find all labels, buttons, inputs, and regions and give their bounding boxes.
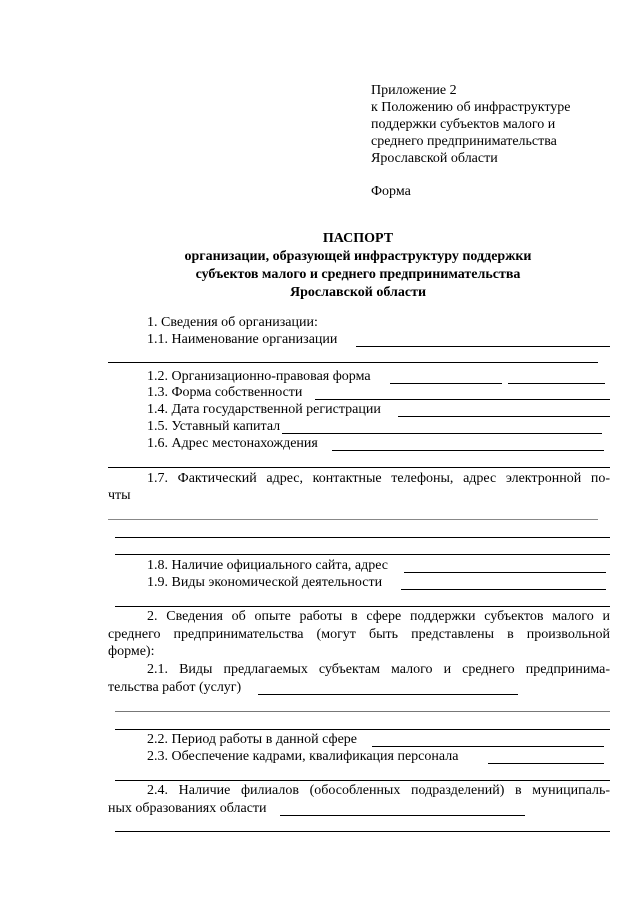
item-2-4-field[interactable] [280,815,525,816]
item-1-7-field-1[interactable] [108,519,598,520]
item-2-3-field-continued[interactable] [115,780,610,781]
item-2-2-label: 2.2. Период работы в данной сфере [147,732,358,747]
item-2-3-label: 2.3. Обеспечение кадрами, квалификация персонала [147,749,459,764]
item-2-4-label-line-1: 2.4. Наличие филиалов (обособленных подразделений) в муниципаль- [147,783,610,798]
section-2-heading-line-2: среднего предпринимательства (могут быть представлены в произвольной [108,627,610,642]
appendix-number: Приложение 2 [371,83,457,98]
item-1-9-label: 1.9. Виды экономической деятельности [147,575,383,590]
item-2-4-field-continued[interactable] [115,831,610,832]
section-2-heading-line-3: форме): [108,644,155,659]
item-1-2-label: 1.2. Организационно-правовая форма [147,369,371,384]
item-1-7-label-line-1: 1.7. Фактический адрес, контактные телефоны, адрес электронной по- [147,471,610,486]
item-1-1-label: 1.1. Наименование организации [147,332,338,347]
section-2-heading-line-1: 2. Сведения об опыте работы в сфере поддержки субъектов малого и [147,609,610,624]
form-label: Форма [371,184,411,199]
item-1-7-field-3[interactable] [115,554,610,555]
item-2-1-label-line-1: 2.1. Виды предлагаемых субъектам малого и среднего предпринима- [147,662,610,677]
item-1-5-field[interactable] [282,433,602,434]
item-1-1-field-continued[interactable] [108,362,598,363]
document-title: ПАСПОРТ [322,231,394,246]
item-1-2-field-a[interactable] [390,383,502,384]
item-1-6-field[interactable] [332,450,604,451]
appendix-ref-line-4: Ярославской области [371,151,498,166]
item-1-7-field-2[interactable] [115,537,610,538]
item-1-4-label: 1.4. Дата государственной регистрации [147,402,381,417]
item-1-3-label: 1.3. Форма собственности [147,385,303,400]
item-1-9-field-continued[interactable] [115,606,610,607]
item-1-3-field[interactable] [315,399,610,400]
item-1-9-field[interactable] [401,589,606,590]
item-1-6-label: 1.6. Адрес местонахождения [147,436,318,451]
item-2-2-field[interactable] [372,746,604,747]
item-1-6-field-continued[interactable] [108,467,610,468]
item-2-1-field[interactable] [258,694,518,695]
document-subtitle-line-2: субъектов малого и среднего предпринимательства [195,267,521,282]
item-1-7-label-line-2: чты [108,488,131,503]
item-1-1-field[interactable] [356,346,610,347]
appendix-ref-line-2: поддержки субъектов малого и [371,117,556,132]
item-2-4-label-line-2: ных образованиях области [108,801,267,816]
item-1-8-field[interactable] [404,572,606,573]
appendix-ref-line-1: к Положению об инфраструктуре [371,100,571,115]
item-1-8-label: 1.8. Наличие официального сайта, адрес [147,558,389,573]
item-1-4-field[interactable] [398,416,610,417]
appendix-ref-line-3: среднего предпринимательства [371,134,557,149]
item-2-3-field[interactable] [488,763,604,764]
item-2-1-field-3[interactable] [115,729,610,730]
section-1-heading: 1. Сведения об организации: [147,315,318,330]
item-1-5-label: 1.5. Уставный капитал [147,419,281,434]
item-2-1-label-line-2: тельства работ (услуг) [108,680,242,695]
item-2-1-field-2[interactable] [115,711,610,712]
document-subtitle-line-3: Ярославской области [289,285,427,300]
document-subtitle-line-1: организации, образующей инфраструктуру поддержки [184,249,532,264]
item-1-2-field-b[interactable] [508,383,605,384]
